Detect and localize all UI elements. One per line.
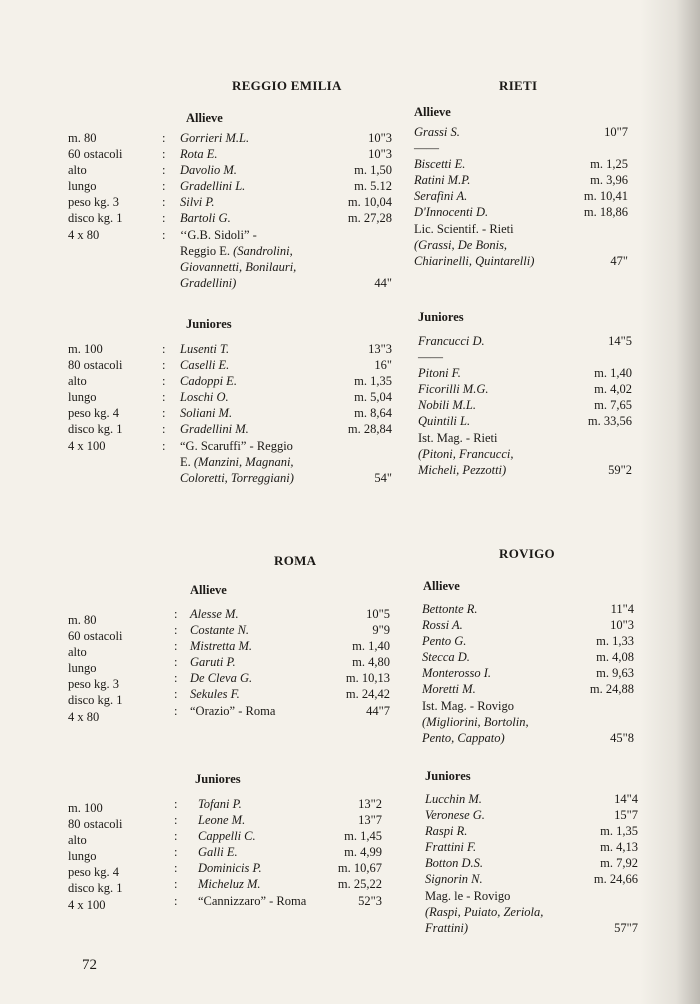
result-names: Grassi S. —— Biscetti E. Ratini M.P. Serafini A. D'Innocenti D. Lic. Scientif. - Rieti (Grassi, De Bonis, Chiarinelli, Quintarelli): [414, 125, 535, 268]
result-values: 10"5 9"9 m. 1,40 m. 4,80 m. 10,13 m. 24,42 44"7: [345, 607, 390, 718]
region-title-roma: ROMA: [274, 553, 317, 568]
result-names: Tofani P. Leone M. Cappelli C. Galli E. Dominicis P. Micheluz M. “Cannizzaro” - Roma: [198, 797, 307, 908]
category-label: Allieve: [414, 105, 451, 119]
result-values: 10"3 10"3 m. 1,50 m. 5.12 m. 10,04 m. 27,28 44": [347, 131, 392, 290]
result-names: Bettonte R. Rossi A. Pento G. Stecca D. Monterosso I. Moretti M. Ist. Mag. - Rovigo (Migliorini, Bortolin, Pento, Cappato): [422, 602, 529, 745]
result-names: Lucchin M. Veronese G. Raspi R. Frattini F. Botton D.S. Signorin N. Mag. le - Rovigo (Raspi, Puiato, Zeriola, Frattini): [425, 792, 544, 935]
result-names: Francucci D. —— Pitoni F. Ficorilli M.G. Nobili M.L. Quintili L. Ist. Mag. - Rieti (Pitoni, Francucci, Micheli, Pezzotti): [418, 334, 514, 477]
event-list: m. 100 80 ostacoli alto lungo peso kg. 4 disco kg. 1 4 x 100: [68, 342, 123, 453]
result-values: 14"5 m. 1,40 m. 4,02 m. 7,65 m. 33,56 59"2: [587, 334, 632, 477]
result-values: 13"2 13"7 m. 1,45 m. 4,99 m. 10,67 m. 25,22 52"3: [337, 797, 382, 908]
colon-column: : : : : : : :: [162, 131, 166, 242]
category-label: Juniores: [195, 772, 241, 786]
category-label: Juniores: [186, 317, 232, 331]
result-values: 14"4 15"7 m. 1,35 m. 4,13 m. 7,92 m. 24,66 57"7: [593, 792, 638, 935]
event-list: m. 80 60 ostacoli alto lungo peso kg. 3 disco kg. 1 4 x 80: [68, 131, 123, 242]
event-list: m. 100 80 ostacoli alto lungo peso kg. 4 disco kg. 1 4 x 100: [68, 801, 123, 912]
colon-column: : : : : : : :: [174, 797, 178, 908]
category-label: Juniores: [425, 769, 471, 783]
page-number: 72: [82, 957, 97, 973]
colon-column: : : : : : : :: [162, 342, 166, 453]
result-names: Alesse M. Costante N. Mistretta M. Garuti P. De Cleva G. Sekules F. “Orazio” - Roma: [190, 607, 276, 718]
page-edge-shadow: [640, 0, 700, 1004]
region-title-rieti: RIETI: [499, 78, 538, 93]
result-values: 10"7 m. 1,25 m. 3,96 m. 10,41 m. 18,86 47": [583, 125, 628, 268]
result-names: Gorrieri M.L. Rota E. Davolio M. Gradellini L. Silvi P. Bartoli G. ‘‘G.B. Sidoli” - Reggio E. (Sandrolini, Giovannetti, Bonilauri, Gradellini): [180, 131, 297, 290]
result-names: Lusenti T. Caselli E. Cadoppi E. Loschi O. Soliani M. Gradellini M. “G. Scaruffi” - Reggio E. (Manzini, Magnani, Coloretti, Torreggiani): [180, 342, 294, 485]
result-values: 13"3 16" m. 1,35 m. 5,04 m. 8,64 m. 28,84 54": [347, 342, 392, 485]
category-label: Allieve: [186, 111, 223, 125]
colon-column: : : : : : : :: [174, 607, 178, 718]
result-values: 11"4 10"3 m. 1,33 m. 4,08 m. 9,63 m. 24,88 45"8: [589, 602, 634, 745]
region-title-reggio-emilia: REGGIO EMILIA: [232, 78, 342, 93]
region-title-rovigo: ROVIGO: [499, 546, 555, 561]
category-label: Juniores: [418, 310, 464, 324]
category-label: Allieve: [190, 583, 227, 597]
event-list: m. 80 60 ostacoli alto lungo peso kg. 3 disco kg. 1 4 x 80: [68, 613, 123, 724]
category-label: Allieve: [423, 579, 460, 593]
